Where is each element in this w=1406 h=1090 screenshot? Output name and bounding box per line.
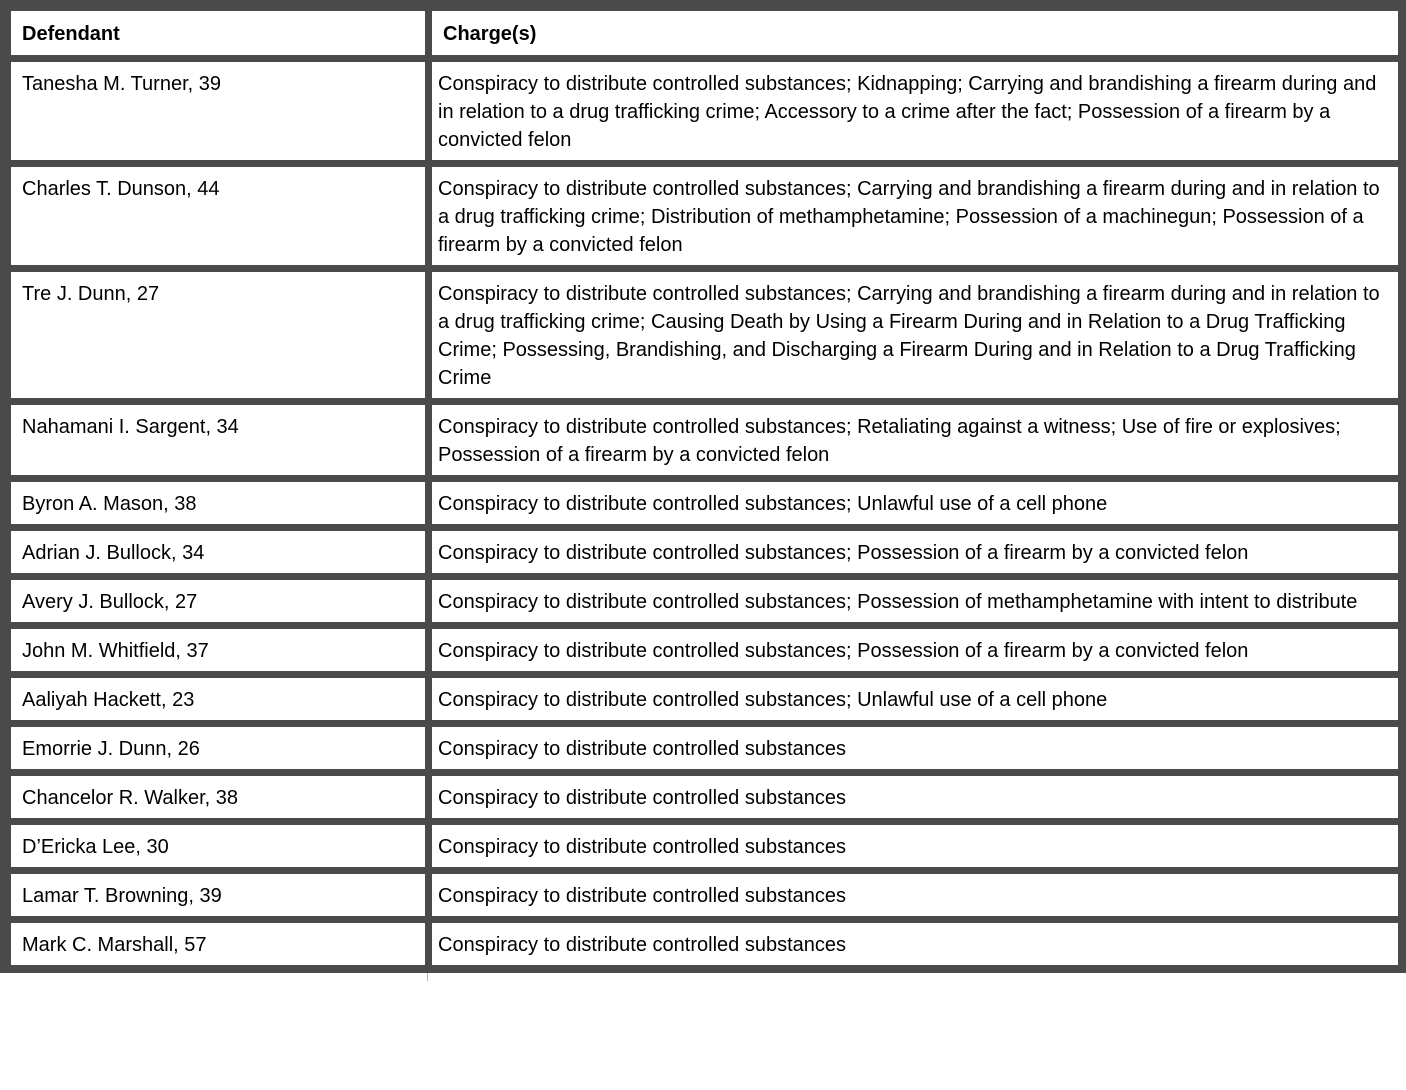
charges-cell: Conspiracy to distribute controlled substances [432,923,1398,965]
charges-cell: Conspiracy to distribute controlled substances [432,825,1398,867]
defendant-name-cell: Emorrie J. Dunn, 26 [11,727,425,769]
defendant-name-cell: Nahamani I. Sargent, 34 [11,405,425,475]
charges-cell: Conspiracy to distribute controlled substances; Carrying and brandishing a firearm during and in relation to a drug trafficking crime; Causing Death by Using a Firearm During and in Relation to a Drug Trafficking Crime; Possessing, Brandishing, and Discharging a Firearm During and in Relation to a Drug Trafficking Crime [432,272,1398,398]
defendant-name-cell: D’Ericka Lee, 30 [11,825,425,867]
charges-cell: Conspiracy to distribute controlled substances; Possession of methamphetamine with intent to distribute [432,580,1398,622]
defendant-name-cell: Byron A. Mason, 38 [11,482,425,524]
defendant-name-cell: Tanesha M. Turner, 39 [11,62,425,160]
defendant-name-cell: Mark C. Marshall, 57 [11,923,425,965]
charges-cell: Conspiracy to distribute controlled substances; Kidnapping; Carrying and brandishing a firearm during and in relation to a drug trafficking crime; Accessory to a crime after the fact; Possession of a firearm by a convicted felon [432,62,1398,160]
column-header-defendant: Defendant [11,11,425,55]
defendant-name-cell: Chancelor R. Walker, 38 [11,776,425,818]
column-divider-hairline [427,973,428,981]
charges-cell: Conspiracy to distribute controlled substances [432,776,1398,818]
charges-cell: Conspiracy to distribute controlled substances; Carrying and brandishing a firearm during and in relation to a drug trafficking crime; Distribution of methamphetamine; Possession of a machinegun; Possession of a firearm by a convicted felon [432,167,1398,265]
defendant-name-cell: John M. Whitfield, 37 [11,629,425,671]
charges-cell: Conspiracy to distribute controlled substances; Unlawful use of a cell phone [432,482,1398,524]
cropped-next-row-sliver [0,973,1406,981]
charges-cell: Conspiracy to distribute controlled substances [432,874,1398,916]
charges-cell: Conspiracy to distribute controlled substances; Unlawful use of a cell phone [432,678,1398,720]
charges-cell: Conspiracy to distribute controlled substances [432,727,1398,769]
charges-cell: Conspiracy to distribute controlled substances; Possession of a firearm by a convicted felon [432,531,1398,573]
charges-cell: Conspiracy to distribute controlled substances; Retaliating against a witness; Use of fire or explosives; Possession of a firearm by a convicted felon [432,405,1398,475]
defendant-name-cell: Charles T. Dunson, 44 [11,167,425,265]
defendant-name-cell: Lamar T. Browning, 39 [11,874,425,916]
defendant-name-cell: Avery J. Bullock, 27 [11,580,425,622]
charges-cell: Conspiracy to distribute controlled substances; Possession of a firearm by a convicted felon [432,629,1398,671]
defendant-name-cell: Adrian J. Bullock, 34 [11,531,425,573]
defendant-name-cell: Tre J. Dunn, 27 [11,272,425,398]
defendant-name-cell: Aaliyah Hackett, 23 [11,678,425,720]
column-header-charges: Charge(s) [432,11,1398,55]
